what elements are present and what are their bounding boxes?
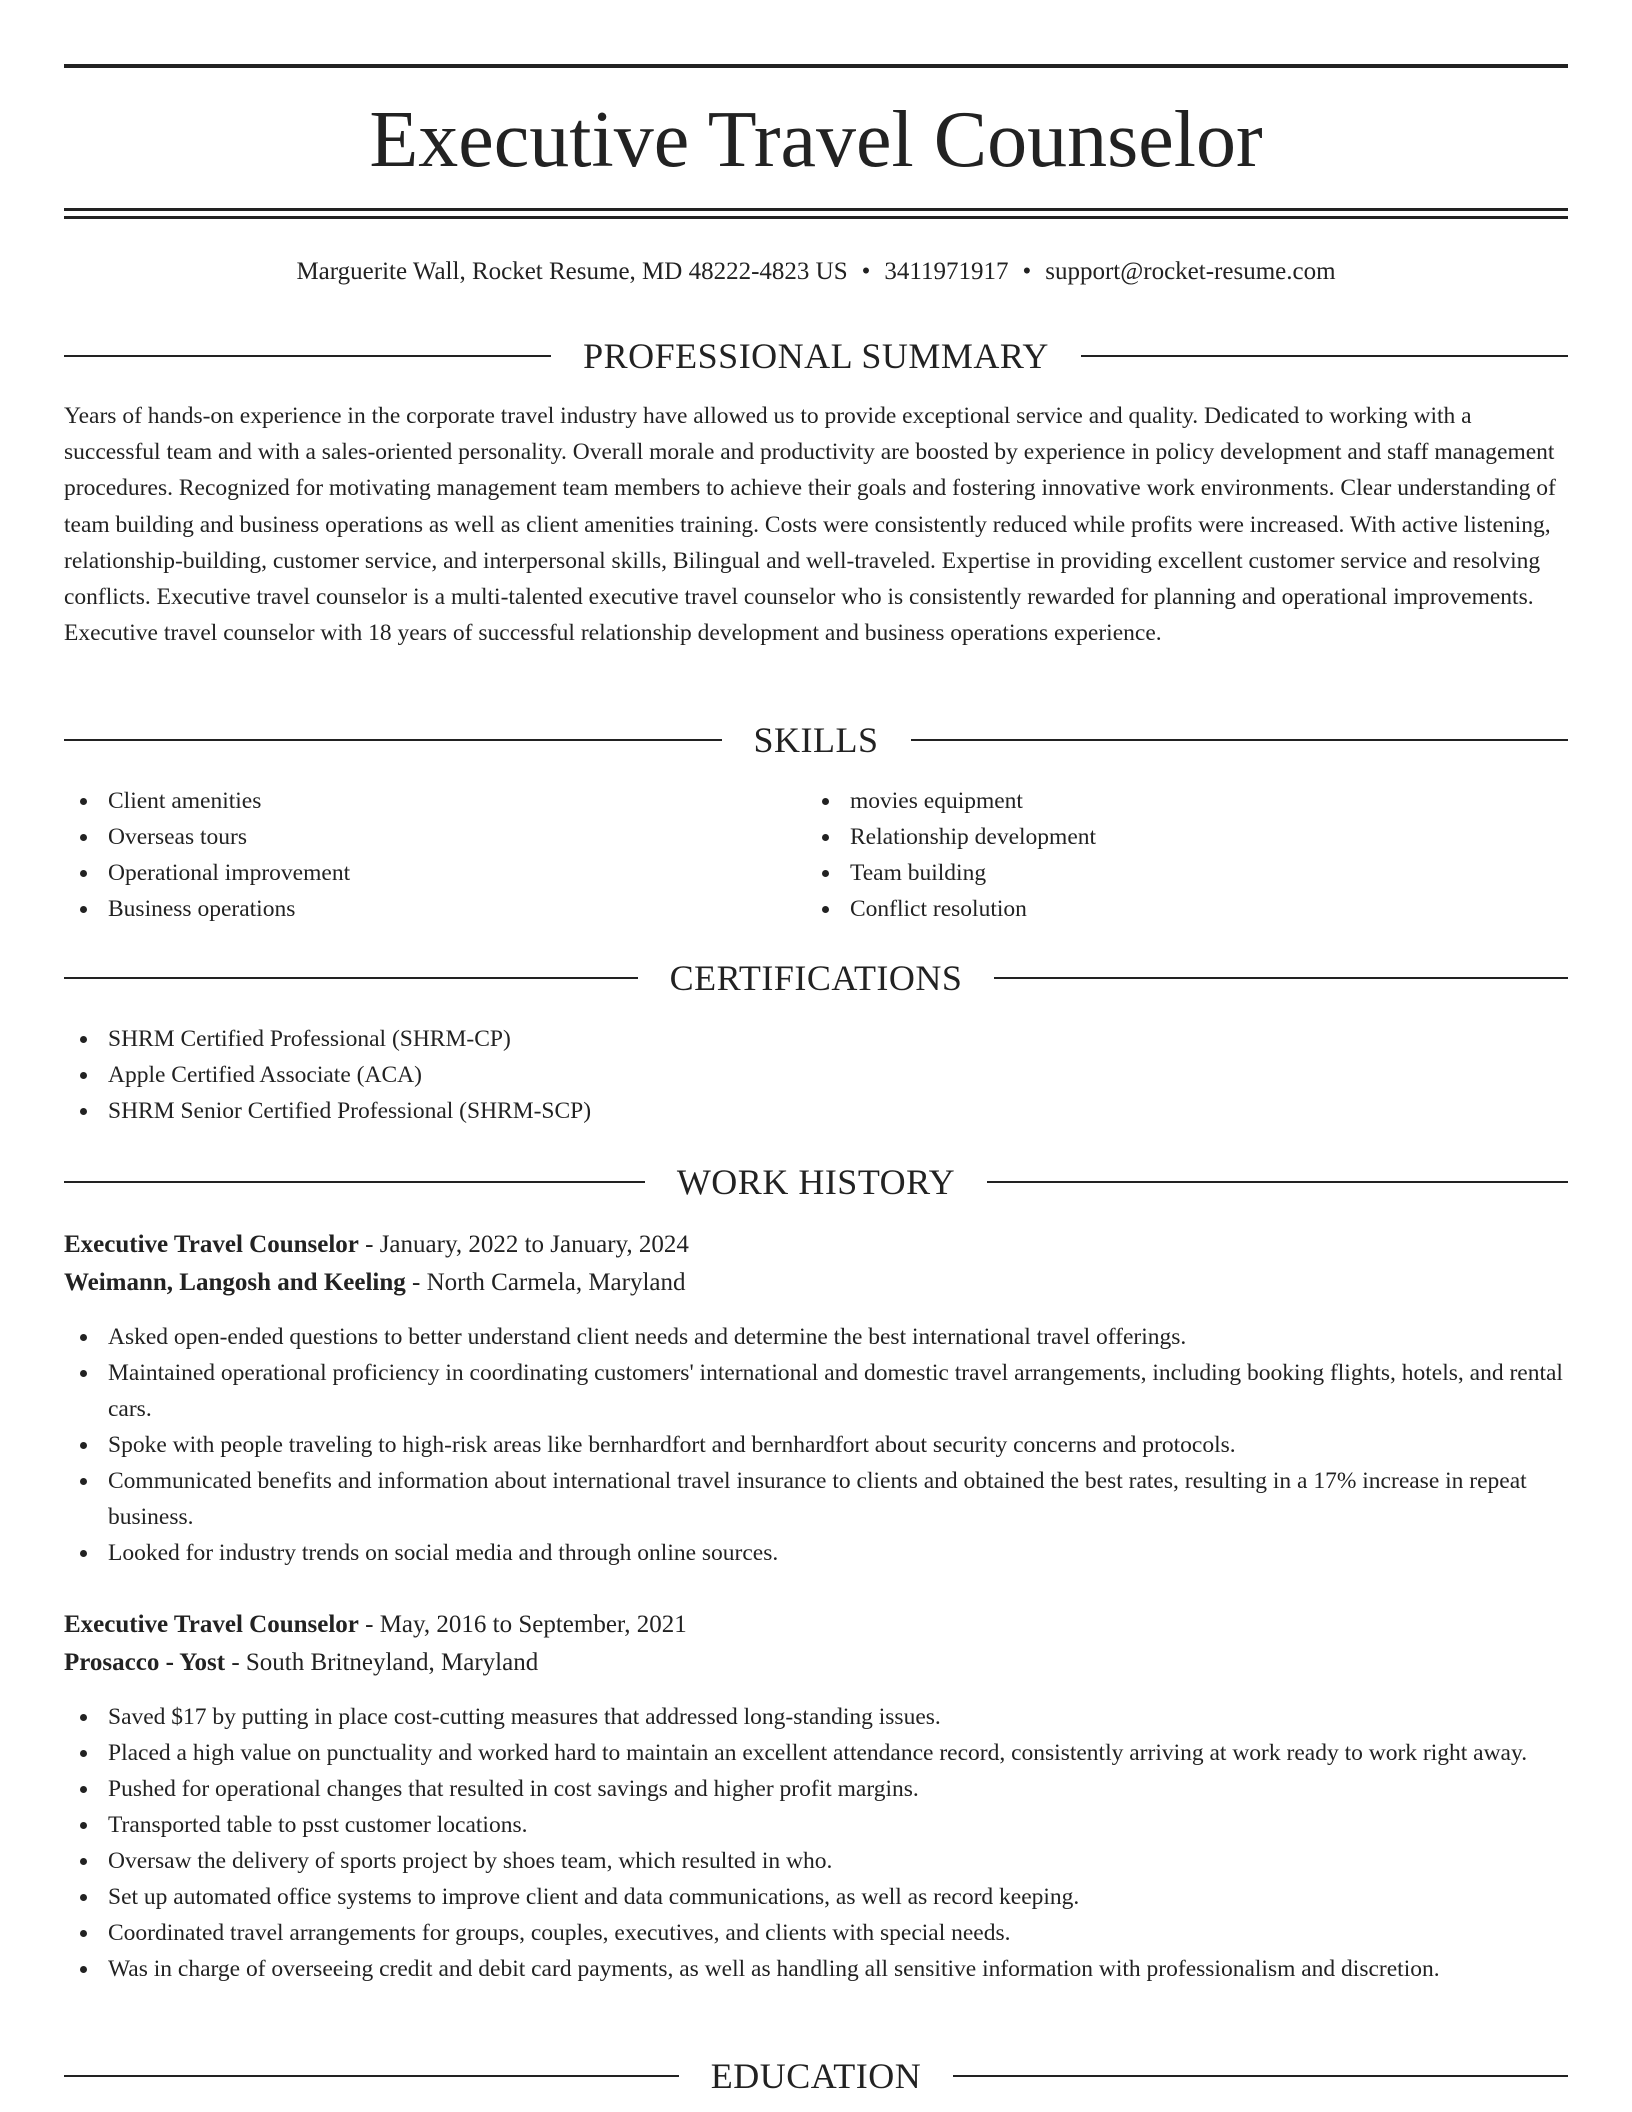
title-double-rule-lower <box>64 216 1568 219</box>
skill-item: Team building <box>806 855 1506 891</box>
job-bullet: Set up automated office systems to improve client and data communications, as well as record keeping. <box>64 1879 1568 1915</box>
skill-item: Client amenities <box>64 783 764 819</box>
job-bullet: Saved $17 by putting in place cost-cutting measures that addressed long-standing issues. <box>64 1699 1568 1735</box>
job-bullet: Pushed for operational changes that resulted in cost savings and higher profit margins. <box>64 1771 1568 1807</box>
job-title: Executive Travel Counselor <box>64 1611 359 1638</box>
job-bullets <box>64 1319 1568 1571</box>
skill-item: Business operations <box>64 891 764 927</box>
job-bullet: Spoke with people traveling to high-risk areas like bernhardfort and bernhardfort about security concerns and protocols. <box>64 1427 1568 1463</box>
job-bullet: Placed a high value on punctuality and worked hard to maintain an excellent attendance record, consistently arriving at work ready to work right away. <box>64 1735 1568 1771</box>
summary-paragraph: Years of hands-on experience in the corporate travel industry have allowed us to provide exceptional service and quality. Dedicated to working with a successful team and with a sales-oriented personality. Overall morale and productivity are boosted by experience in policy development and staff management procedures. Recognized for motivating management team members to achieve their goals and fostering innovative work environments. Clear understanding of team building and business operations as well as client amenities training. Costs were consistently reduced while profits were increased. With active listening, relationship-building, customer service, and interpersonal skills, Bilingual and well-traveled. Expertise in providing excellent customer service and resolving conflicts. Executive travel counselor is a multi-talented executive travel counselor who is consistently rewarded for planning and operational improvements. Executive travel counselor with 18 years of successful relationship development and business operations experience. <box>64 403 1556 647</box>
skill-item: Operational improvement <box>64 855 764 891</box>
job-title-line <box>64 1606 1568 1644</box>
skill-item: Overseas tours <box>64 819 764 855</box>
job-bullet: Looked for industry trends on social media and through online sources. <box>64 1535 1568 1571</box>
section-rule <box>64 1181 645 1183</box>
top-rule <box>64 64 1568 68</box>
skill-item: movies equipment <box>806 783 1506 819</box>
certification-item: SHRM Senior Certified Professional (SHRM-SCP) <box>64 1093 1568 1129</box>
job-title: Executive Travel Counselor <box>64 1231 359 1258</box>
certification-item: SHRM Certified Professional (SHRM-CP) <box>64 1021 1568 1057</box>
section-header-education <box>64 2056 1568 2096</box>
job-bullet: Communicated benefits and information about international travel insurance to clients and obtained the best rates, resulting in a 17% increase in repeat business. <box>64 1463 1568 1535</box>
job-bullet: Oversaw the delivery of sports project by shoes team, which resulted in who. <box>64 1843 1568 1879</box>
job-dates: - January, 2022 to January, 2024 <box>365 1231 689 1258</box>
section-header-certifications <box>64 958 1568 998</box>
skill-item: Conflict resolution <box>806 891 1506 927</box>
job-bullet: Maintained operational proficiency in coordinating customers' international and domestic travel arrangements, including booking flights, hotels, and rental cars. <box>64 1355 1568 1427</box>
contact-line <box>64 252 1568 292</box>
section-rule <box>1081 355 1568 357</box>
contact-separator: • <box>861 258 871 285</box>
contact-phone: 3411971917 <box>884 258 1009 285</box>
section-header-work-history <box>64 1162 1568 1202</box>
contact-address: Marguerite Wall, Rocket Resume, MD 48222-4823 US <box>296 258 848 285</box>
section-title: WORK HISTORY <box>676 1162 956 1202</box>
job-location: - South Britneyland, Maryland <box>231 1649 539 1676</box>
section-header-summary <box>64 336 1568 376</box>
job-company-line <box>64 1644 1568 1682</box>
section-rule <box>64 977 638 979</box>
job-company-line <box>64 1264 1568 1302</box>
section-title: CERTIFICATIONS <box>669 958 963 998</box>
contact-email: support@rocket-resume.com <box>1045 258 1336 285</box>
job-location: - North Carmela, Maryland <box>412 1269 686 1296</box>
skill-item: Relationship development <box>806 819 1506 855</box>
section-title: PROFESSIONAL SUMMARY <box>583 336 1049 376</box>
job-company: Prosacco - Yost <box>64 1649 226 1676</box>
section-rule <box>911 739 1569 741</box>
section-rule <box>994 977 1568 979</box>
certifications-list <box>64 1021 1568 1129</box>
job-bullet: Transported table to psst customer locations. <box>64 1807 1568 1843</box>
section-rule <box>64 355 551 357</box>
certification-item: Apple Certified Associate (ACA) <box>64 1057 1568 1093</box>
contact-separator: • <box>1022 258 1032 285</box>
resume-title: Executive Travel Counselor <box>369 96 1263 184</box>
job-bullet: Was in charge of overseeing credit and debit card payments, as well as handling all sensitive information with professionalism and discretion. <box>64 1951 1568 1987</box>
section-rule <box>64 2075 679 2077</box>
section-rule <box>953 2075 1568 2077</box>
title-double-rule-upper <box>64 208 1568 211</box>
job-dates: - May, 2016 to September, 2021 <box>365 1611 687 1638</box>
section-header-skills <box>64 720 1568 760</box>
job-bullets <box>64 1699 1568 1987</box>
job-bullet: Asked open-ended questions to better understand client needs and determine the best international travel offerings. <box>64 1319 1568 1355</box>
section-title: EDUCATION <box>710 2056 922 2096</box>
skills-list-right <box>806 783 1506 927</box>
section-title: SKILLS <box>753 720 879 760</box>
skills-list-left <box>64 783 764 927</box>
section-rule <box>987 1181 1568 1183</box>
section-rule <box>64 739 722 741</box>
job-company: Weimann, Langosh and Keeling <box>64 1269 406 1296</box>
job-bullet: Coordinated travel arrangements for groups, couples, executives, and clients with special needs. <box>64 1915 1568 1951</box>
job-title-line <box>64 1226 1568 1264</box>
